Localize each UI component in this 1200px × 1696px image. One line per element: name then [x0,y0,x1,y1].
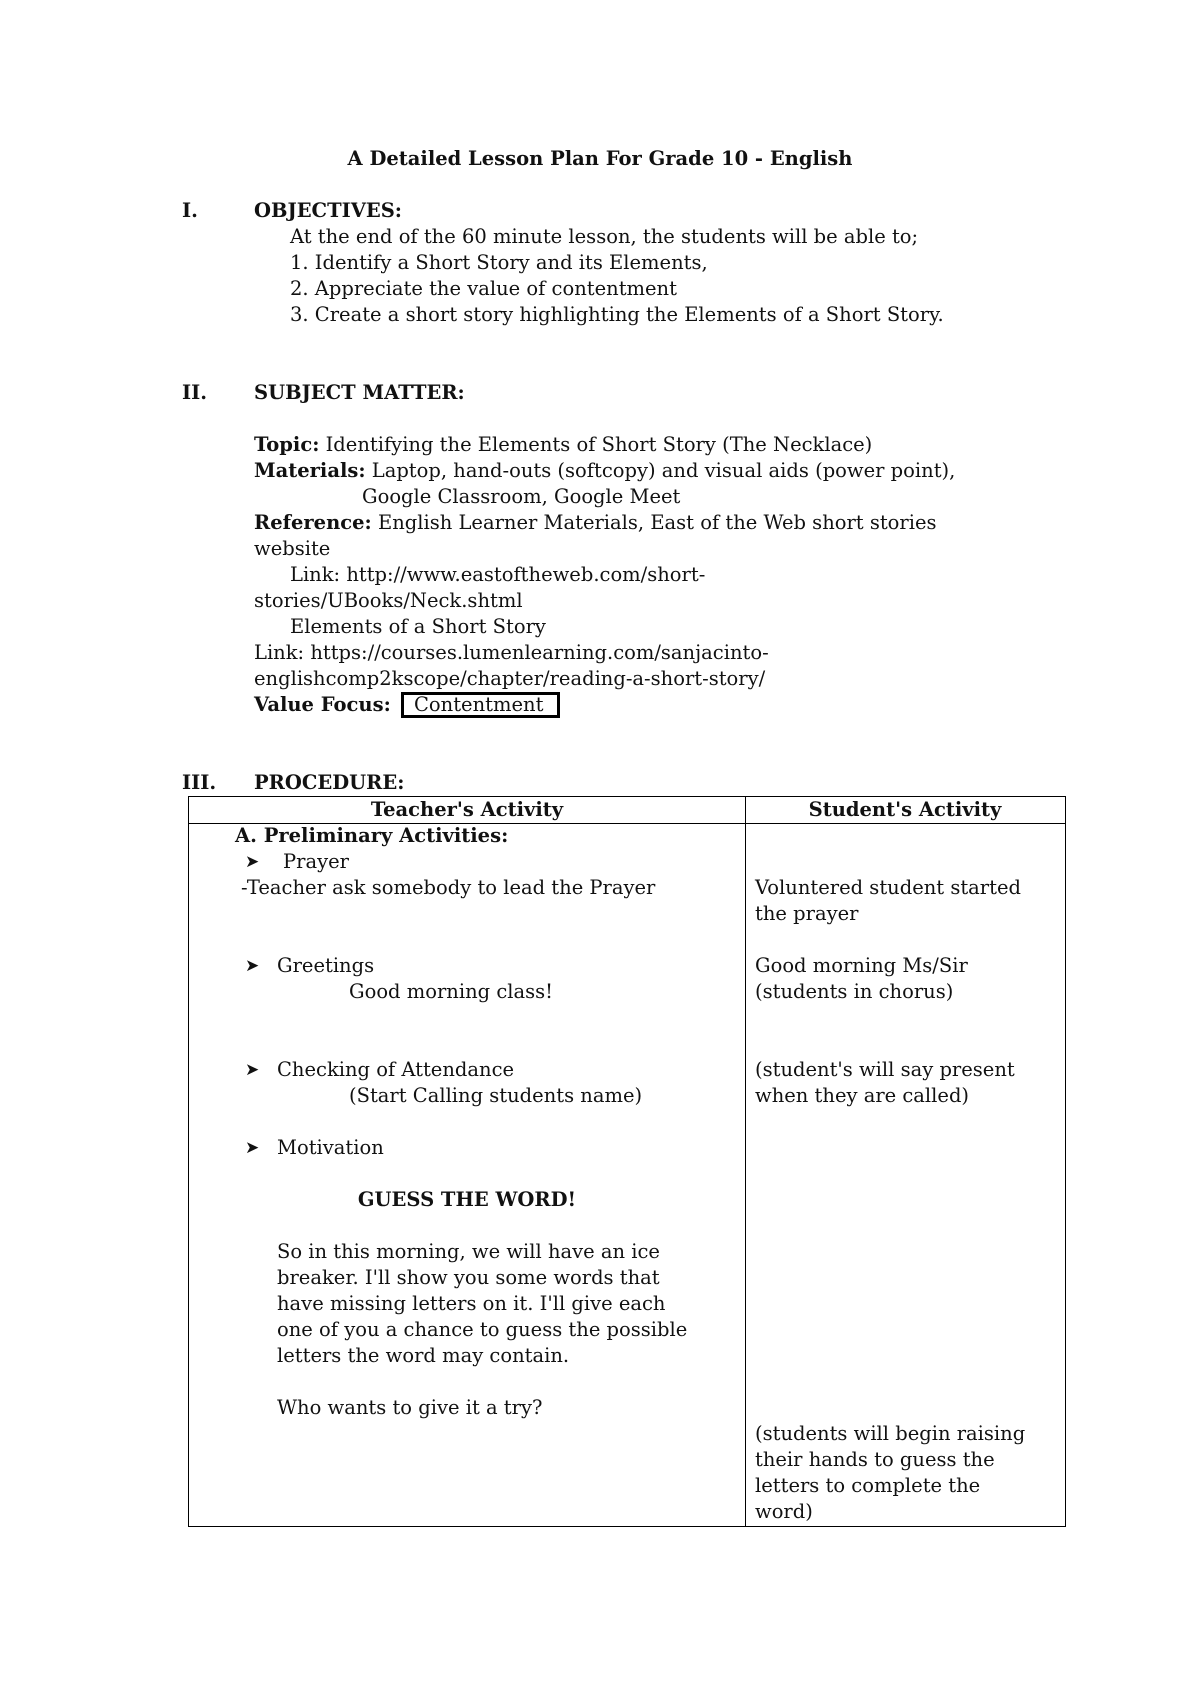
teacher-question: Who wants to give it a try? [277,1396,543,1419]
value-focus-label: Value Focus: [254,693,391,716]
section-number-objectives: I. [182,199,198,222]
student-response: (student's will say present [755,1058,1015,1081]
arrow-bullet-icon: ➤ [245,956,260,976]
reference-link-1-continued[interactable]: stories/UBooks/Neck.shtml [254,589,523,612]
objective-item: 1. Identify a Short Story and its Elements, [290,251,708,274]
section-number-subject-matter: II. [182,381,208,404]
prayer-note: -Teacher ask somebody to lead the Prayer [241,876,656,899]
greetings-note: Good morning class! [349,980,553,1003]
game-text-line: one of you a chance to guess the possible [277,1318,688,1341]
reference-value-continued: website [254,537,331,560]
reference-label: Reference: [254,511,372,534]
procedure-table [188,796,1066,1527]
reference-link-1[interactable]: Link: http://www.eastoftheweb.com/short- [290,563,706,586]
elements-reference-title: Elements of a Short Story [290,615,546,638]
table-header-teacher: Teacher's Activity [370,798,564,821]
activity-attendance: Checking of Attendance [277,1058,515,1081]
materials-line [254,458,955,484]
game-text-line: have missing letters on it. I'll give each [277,1292,666,1315]
table-header-student: Student's Activity [808,798,1002,821]
reference-link-2-continued[interactable]: englishcomp2kscope/chapter/reading-a-short-story/ [254,667,766,690]
game-title: GUESS THE WORD! [357,1188,577,1211]
section-heading-procedure: PROCEDURE: [254,771,405,794]
section-number-procedure: III. [182,771,217,794]
student-response: their hands to guess the [755,1448,995,1471]
student-response: (students in chorus) [755,980,954,1003]
objective-item: 2. Appreciate the value of contentment [290,277,677,300]
objective-item: 3. Create a short story highlighting the Elements of a Short Story. [290,303,944,326]
value-focus-line [254,692,560,718]
table-column-divider [745,797,746,1526]
activity-greetings: Greetings [277,954,375,977]
reference-line [254,510,937,536]
student-response: when they are called) [755,1084,970,1107]
topic-label: Topic: [254,433,320,456]
game-text-line: letters the word may contain. [277,1344,570,1367]
arrow-bullet-icon: ➤ [245,852,260,872]
topic-value: Identifying the Elements of Short Story (The Necklace) [325,433,873,456]
student-response: Voluntered student started [755,876,1021,899]
attendance-note: (Start Calling students name) [349,1084,643,1107]
arrow-bullet-icon: ➤ [245,1138,260,1158]
reference-value: English Learner Materials, East of the Web short stories [377,511,937,534]
section-heading-objectives: OBJECTIVES: [254,199,402,222]
activity-motivation: Motivation [277,1136,384,1159]
objectives-intro: At the end of the 60 minute lesson, the students will be able to; [290,225,919,248]
reference-link-2[interactable]: Link: https://courses.lumenlearning.com/sanjacinto- [254,641,769,664]
student-response: letters to complete the [755,1474,981,1497]
materials-value: Laptop, hand-outs (softcopy) and visual aids (power point), [371,459,956,482]
game-text-line: breaker. I'll show you some words that [277,1266,660,1289]
student-response: word) [755,1500,813,1523]
materials-value-continued: Google Classroom, Google Meet [362,485,681,508]
section-heading-subject-matter: SUBJECT MATTER: [254,381,465,404]
preliminary-activities-heading: A. Preliminary Activities: [235,824,509,847]
page-title: A Detailed Lesson Plan For Grade 10 - English [347,147,853,170]
student-response: the prayer [755,902,859,925]
arrow-bullet-icon: ➤ [245,1060,260,1080]
student-response: (students will begin raising [755,1422,1026,1445]
value-focus-box: Contentment [401,692,560,718]
game-text-line: So in this morning, we will have an ice [277,1240,660,1263]
materials-label: Materials: [254,459,366,482]
topic-line [254,432,872,458]
student-response: Good morning Ms/Sir [755,954,968,977]
activity-prayer: Prayer [283,850,349,873]
